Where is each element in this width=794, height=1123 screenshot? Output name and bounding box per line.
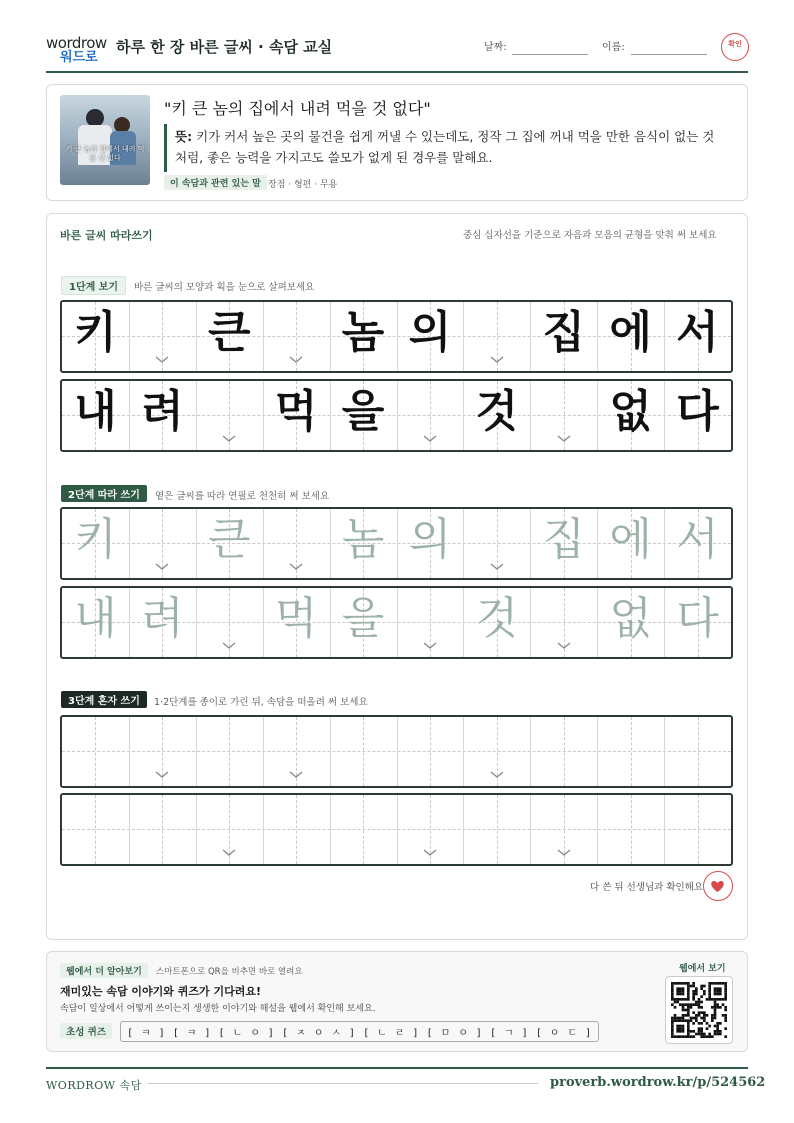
qr-label: 웹에서 보기 xyxy=(679,964,726,974)
space-mark-icon xyxy=(155,563,169,570)
space-mark-icon xyxy=(222,849,236,856)
glyph-cell: 다 xyxy=(676,386,719,437)
glyph-cell[interactable]: 없 xyxy=(609,593,652,644)
glyph-cell[interactable] xyxy=(664,795,731,864)
glyph-cell[interactable]: 다 xyxy=(676,593,719,644)
glyph-cell: 키 xyxy=(74,307,117,358)
date-line[interactable] xyxy=(512,54,588,55)
space-mark-icon xyxy=(155,771,169,778)
step2-badge: 2단계 따라 쓰기 xyxy=(61,485,147,502)
writing-row xyxy=(60,300,733,373)
glyph-cell: 집 xyxy=(542,307,585,358)
related-words: 장점 · 형편 · 무용 xyxy=(268,180,338,190)
space-mark-icon xyxy=(423,435,437,442)
glyph-cell[interactable]: 을 xyxy=(341,593,385,644)
space-mark-icon xyxy=(557,849,571,856)
free-writing-row[interactable] xyxy=(60,793,733,866)
step1-badge: 1단계 보기 xyxy=(61,276,126,295)
glyph-cell[interactable] xyxy=(62,795,129,864)
glyph-cell[interactable]: 것 xyxy=(475,593,519,644)
glyph-cell[interactable] xyxy=(62,717,129,786)
step3-desc: 1·2단계를 종이로 가린 뒤, 속담을 떠올려 써 보세요 xyxy=(154,697,368,708)
step1-desc: 바른 글씨의 모양과 획을 눈으로 살펴보세요 xyxy=(134,282,315,293)
glyph-cell: 려 xyxy=(141,386,184,437)
name-label: 이름: xyxy=(602,42,625,53)
glyph-cell: 에 xyxy=(609,307,652,358)
space-mark-icon xyxy=(289,563,303,570)
glyph-cell[interactable] xyxy=(129,795,196,864)
glyph-cell[interactable]: 키 xyxy=(74,514,117,565)
step2-desc: 옅은 글씨를 따라 연필로 천천히 써 보세요 xyxy=(155,491,330,502)
glyph-cell[interactable]: 려 xyxy=(141,593,184,644)
glyph-cell[interactable] xyxy=(463,795,530,864)
writing-row xyxy=(60,379,733,452)
space-mark-icon xyxy=(289,771,303,778)
space-mark-icon xyxy=(289,356,303,363)
qr-code-icon[interactable] xyxy=(665,976,733,1044)
glyph-cell[interactable]: 서 xyxy=(676,514,719,565)
glyph-cell[interactable]: 먹 xyxy=(274,593,318,644)
glyph-cell: 서 xyxy=(676,307,719,358)
glyph-cell[interactable]: 에 xyxy=(609,514,652,565)
glyph-cell: 놈 xyxy=(341,307,385,358)
web-headline: 재미있는 속담 이야기와 퀴즈가 기다려요! xyxy=(60,985,261,998)
proverb-meaning: 뜻: 키가 커서 높은 곳의 물건을 쉽게 꺼낼 수 있는데도, 정작 그 집에 꺼내 먹을 만한 음식이 없는 것처럼, 좋은 능력을 가지고도 쓸모가 없게 된 경우를 말해요. xyxy=(175,129,715,165)
glyph-cell[interactable]: 큰 xyxy=(207,514,251,565)
check-stamp: 확인 xyxy=(721,33,749,61)
space-mark-icon xyxy=(222,435,236,442)
date-label: 날짜: xyxy=(484,42,507,53)
glyph-cell[interactable]: 놈 xyxy=(341,514,385,565)
space-mark-icon xyxy=(423,642,437,649)
practice-heading: 바른 글씨 따라쓰기 xyxy=(60,229,153,242)
heart-icon xyxy=(704,872,731,899)
footer-url[interactable]: proverb.wordrow.kr/p/524562 xyxy=(550,1075,766,1090)
glyph-cell[interactable]: 의 xyxy=(408,514,452,565)
footer-divider xyxy=(148,1083,538,1084)
space-mark-icon xyxy=(557,642,571,649)
practice-note: 중심 십자선을 기준으로 자음과 모음의 균형을 맞춰 써 보세요 xyxy=(463,230,717,241)
tracing-row[interactable] xyxy=(60,586,733,659)
glyph-cell[interactable] xyxy=(330,795,397,864)
tracing-row[interactable] xyxy=(60,507,733,580)
glyph-cell[interactable]: 내 xyxy=(74,593,117,644)
footer-rule xyxy=(46,1067,748,1069)
heart-stamp-icon xyxy=(703,871,733,901)
free-writing-row[interactable] xyxy=(60,715,733,788)
proverb-illustration xyxy=(60,95,150,185)
header-rule xyxy=(46,71,748,73)
glyph-cell: 의 xyxy=(408,307,452,358)
glyph-cell: 큰 xyxy=(207,307,251,358)
space-mark-icon xyxy=(490,356,504,363)
glyph-cell[interactable]: 집 xyxy=(542,514,585,565)
glyph-cell: 없 xyxy=(609,386,652,437)
space-mark-icon xyxy=(490,563,504,570)
quiz-label: 초성 퀴즈 xyxy=(60,1023,112,1039)
glyph-cell[interactable] xyxy=(597,795,664,864)
illustration-caption: 키 큰 놈의 집에서 내려 먹을 것 없다 xyxy=(65,145,145,162)
space-mark-icon xyxy=(423,849,437,856)
glyph-cell[interactable] xyxy=(664,717,731,786)
glyph-cell[interactable] xyxy=(597,717,664,786)
glyph-cell[interactable] xyxy=(196,717,263,786)
wordrow-logo: wordrow 워드로 xyxy=(46,34,107,65)
name-line[interactable] xyxy=(631,54,707,55)
glyph-cell: 것 xyxy=(475,386,519,437)
glyph-cell: 내 xyxy=(74,386,117,437)
proverb-title: "키 큰 놈의 집에서 내려 먹을 것 없다" xyxy=(164,99,431,118)
web-tag: 웹에서 더 알아보기 xyxy=(60,963,148,978)
glyph-cell: 먹 xyxy=(274,386,318,437)
web-sub: 속담이 일상에서 어떻게 쓰이는지 생생한 이야기와 해설을 웹에서 확인해 보세요. xyxy=(60,1004,376,1014)
quiz-box: [ ㅋ ] [ ㅋ ] [ ㄴ ㅇ ] [ ㅈ ㅇ ㅅ ] [ ㄴ ㄹ ] [ ㅁ ㅇ ] [ ㄱ ] [ ㅇ ㄷ ] xyxy=(120,1021,599,1042)
related-words-tag: 이 속담과 관련 있는 말 xyxy=(164,175,267,190)
glyph-cell[interactable] xyxy=(330,717,397,786)
finish-note: 다 쓴 뒤 선생님과 확인해요 xyxy=(590,882,704,893)
space-mark-icon xyxy=(155,356,169,363)
glyph-cell: 을 xyxy=(341,386,385,437)
space-mark-icon xyxy=(557,435,571,442)
glyph-cell[interactable] xyxy=(530,717,597,786)
meaning-bar xyxy=(164,124,167,172)
space-mark-icon xyxy=(490,771,504,778)
footer-brand: WORDROW 속담 xyxy=(46,1079,142,1092)
glyph-cell[interactable] xyxy=(263,795,330,864)
step3-badge: 3단계 혼자 쓰기 xyxy=(61,691,147,708)
worksheet-title: 하루 한 장 바른 글씨 · 속담 교실 xyxy=(116,38,333,56)
qr-code[interactable] xyxy=(671,982,727,1038)
space-mark-icon xyxy=(222,642,236,649)
glyph-cell[interactable] xyxy=(397,717,464,786)
web-tag-desc: 스마트폰으로 QR을 비추면 바로 열려요 xyxy=(156,967,303,977)
